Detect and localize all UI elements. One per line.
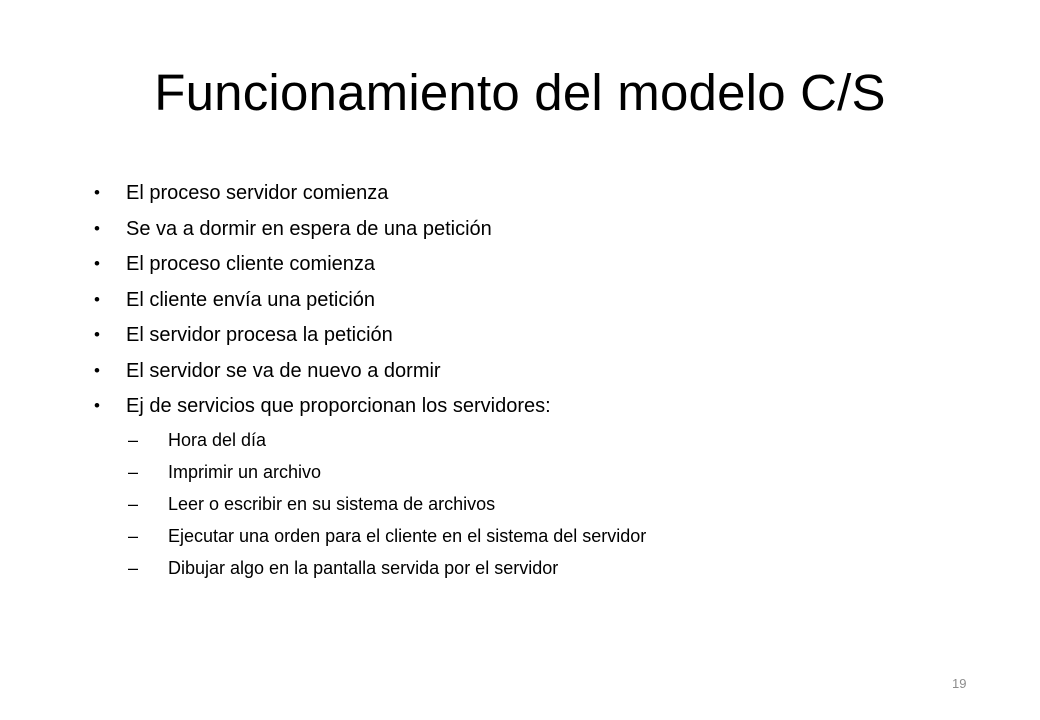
slide-title: Funcionamiento del modelo C/S (154, 64, 886, 121)
bullet-text: El cliente envía una petición (126, 288, 376, 311)
bullet-marker: • (94, 289, 100, 309)
sub-bullet-list (128, 424, 646, 584)
sub-bullet-text: Dibujar algo en la pantalla servida por el servidor (168, 558, 559, 578)
bullet-text: El proceso cliente comienza (126, 253, 376, 275)
sub-bullet-item (128, 488, 646, 520)
sub-bullet-text: Ejecutar una orden para el cliente en el sistema del servidor (168, 526, 647, 546)
bullet-item (94, 318, 551, 354)
bullet-item (94, 212, 551, 248)
bullet-text: Ej de servicios que proporcionan los servidores: (126, 395, 551, 417)
bullet-text: El servidor se va de nuevo a dormir (126, 359, 441, 382)
bullet-marker: • (94, 218, 100, 238)
sub-bullet-text: Leer o escribir en su sistema de archivos (168, 494, 496, 514)
sub-bullet-text: Hora del día (168, 430, 267, 450)
sub-bullet-item (128, 424, 646, 456)
sub-bullet-marker: – (128, 494, 139, 514)
sub-bullet-marker: – (128, 558, 139, 578)
bullet-marker: • (94, 396, 100, 415)
bullet-text: El proceso servidor comienza (126, 182, 389, 204)
bullet-marker: • (94, 360, 100, 380)
page-number: 19 (952, 676, 967, 691)
bullet-item (94, 389, 551, 425)
bullet-marker: • (94, 325, 100, 344)
bullet-marker: • (94, 183, 100, 202)
bullet-item (94, 283, 551, 319)
sub-bullet-text: Imprimir un archivo (168, 462, 322, 482)
sub-bullet-item (128, 456, 646, 488)
bullet-marker: • (94, 254, 100, 273)
bullet-text: Se va a dormir en espera de una petición (126, 217, 492, 240)
sub-bullet-marker: – (128, 430, 139, 450)
bullet-item (94, 247, 551, 283)
bullet-list (94, 176, 551, 425)
sub-bullet-item (128, 552, 646, 584)
bullet-item (94, 354, 551, 390)
sub-bullet-item (128, 520, 646, 552)
bullet-item (94, 176, 551, 212)
bullet-text: El servidor procesa la petición (126, 324, 393, 346)
sub-bullet-marker: – (128, 526, 139, 546)
sub-bullet-marker: – (128, 462, 139, 482)
